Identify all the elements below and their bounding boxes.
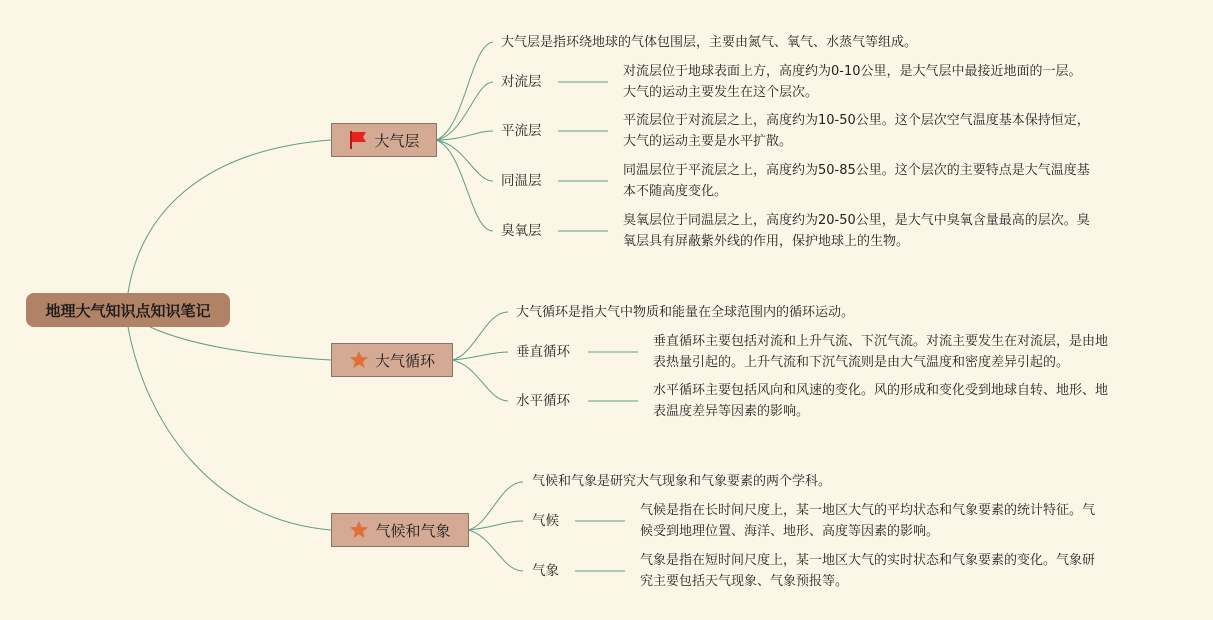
branch-climate-and-weather[interactable] — [331, 513, 469, 547]
branch-atmospheric-circulation[interactable] — [331, 343, 453, 377]
orange-star-icon — [349, 350, 369, 370]
desc-stratosphere: 平流层位于对流层之上，高度约为10-50公里。这个层次空气温度基本保持恒定， 大气的运动主要是水平扩散。 — [623, 113, 1090, 149]
root-topic[interactable] — [26, 293, 230, 327]
red-flag-icon — [348, 130, 368, 150]
branch-label: 气候和气象 — [375, 521, 451, 540]
desc-vertical-circulation: 垂直循环主要包括对流和上升气流、下沉气流。对流主要发生在对流层，是由地 表热量引起的。上升气流和下沉气流则是由大气温度和密度差异引起的。 — [653, 334, 1109, 370]
branch-summary: 大气循环是指大气中物质和能量在全球范围内的循环运动。 — [516, 305, 855, 320]
branch-summary: 大气层是指环绕地球的气体包围层，主要由氮气、氧气、水蒸气等组成。 — [501, 35, 918, 50]
desc-isothermal-layer: 同温层位于平流层之上，高度约为50-85公里。这个层次的主要特点是大气温度基 本不随高度变化。 — [623, 163, 1090, 199]
node-horizontal-circulation[interactable]: 水平循环 — [516, 393, 570, 409]
node-stratosphere[interactable]: 平流层 — [501, 123, 542, 139]
branch-label: 大气层 — [374, 131, 420, 150]
desc-ozone-layer: 臭氧层位于同温层之上，高度约为20-50公里，是大气中臭氧含量最高的层次。臭 氧层具有屏蔽紫外线的作用，保护地球上的生物。 — [623, 213, 1090, 249]
branch-summary: 气候和气象是研究大气现象和气象要素的两个学科。 — [532, 474, 832, 489]
desc-climate: 气候是指在长时间尺度上，某一地区大气的平均状态和气象要素的统计特征。气 候受到地理位置、海洋、地形、高度等因素的影响。 — [640, 503, 1096, 539]
desc-weather: 气象是指在短时间尺度上，某一地区大气的实时状态和气象要素的变化。气象研 究主要包括天气现象、气象预报等。 — [640, 553, 1096, 589]
branch-label: 大气循环 — [374, 351, 435, 370]
node-isothermal-layer[interactable]: 同温层 — [501, 173, 542, 189]
root-topic-label: 地理大气知识点知识笔记 — [45, 301, 211, 320]
orange-star-icon — [349, 520, 369, 540]
node-vertical-circulation[interactable]: 垂直循环 — [516, 344, 570, 360]
desc-troposphere: 对流层位于地球表面上方，高度约为0-10公里，是大气层中最接近地面的一层。 大气的运动主要发生在这个层次。 — [623, 64, 1082, 100]
node-weather[interactable]: 气象 — [532, 563, 559, 579]
branch-atmosphere[interactable] — [331, 123, 437, 157]
node-ozone-layer[interactable]: 臭氧层 — [501, 223, 542, 239]
node-troposphere[interactable]: 对流层 — [501, 74, 542, 90]
node-climate[interactable]: 气候 — [532, 513, 559, 529]
desc-horizontal-circulation: 水平循环主要包括风向和风速的变化。风的形成和变化受到地球自转、地形、地 表温度差异等因素的影响。 — [653, 383, 1109, 419]
